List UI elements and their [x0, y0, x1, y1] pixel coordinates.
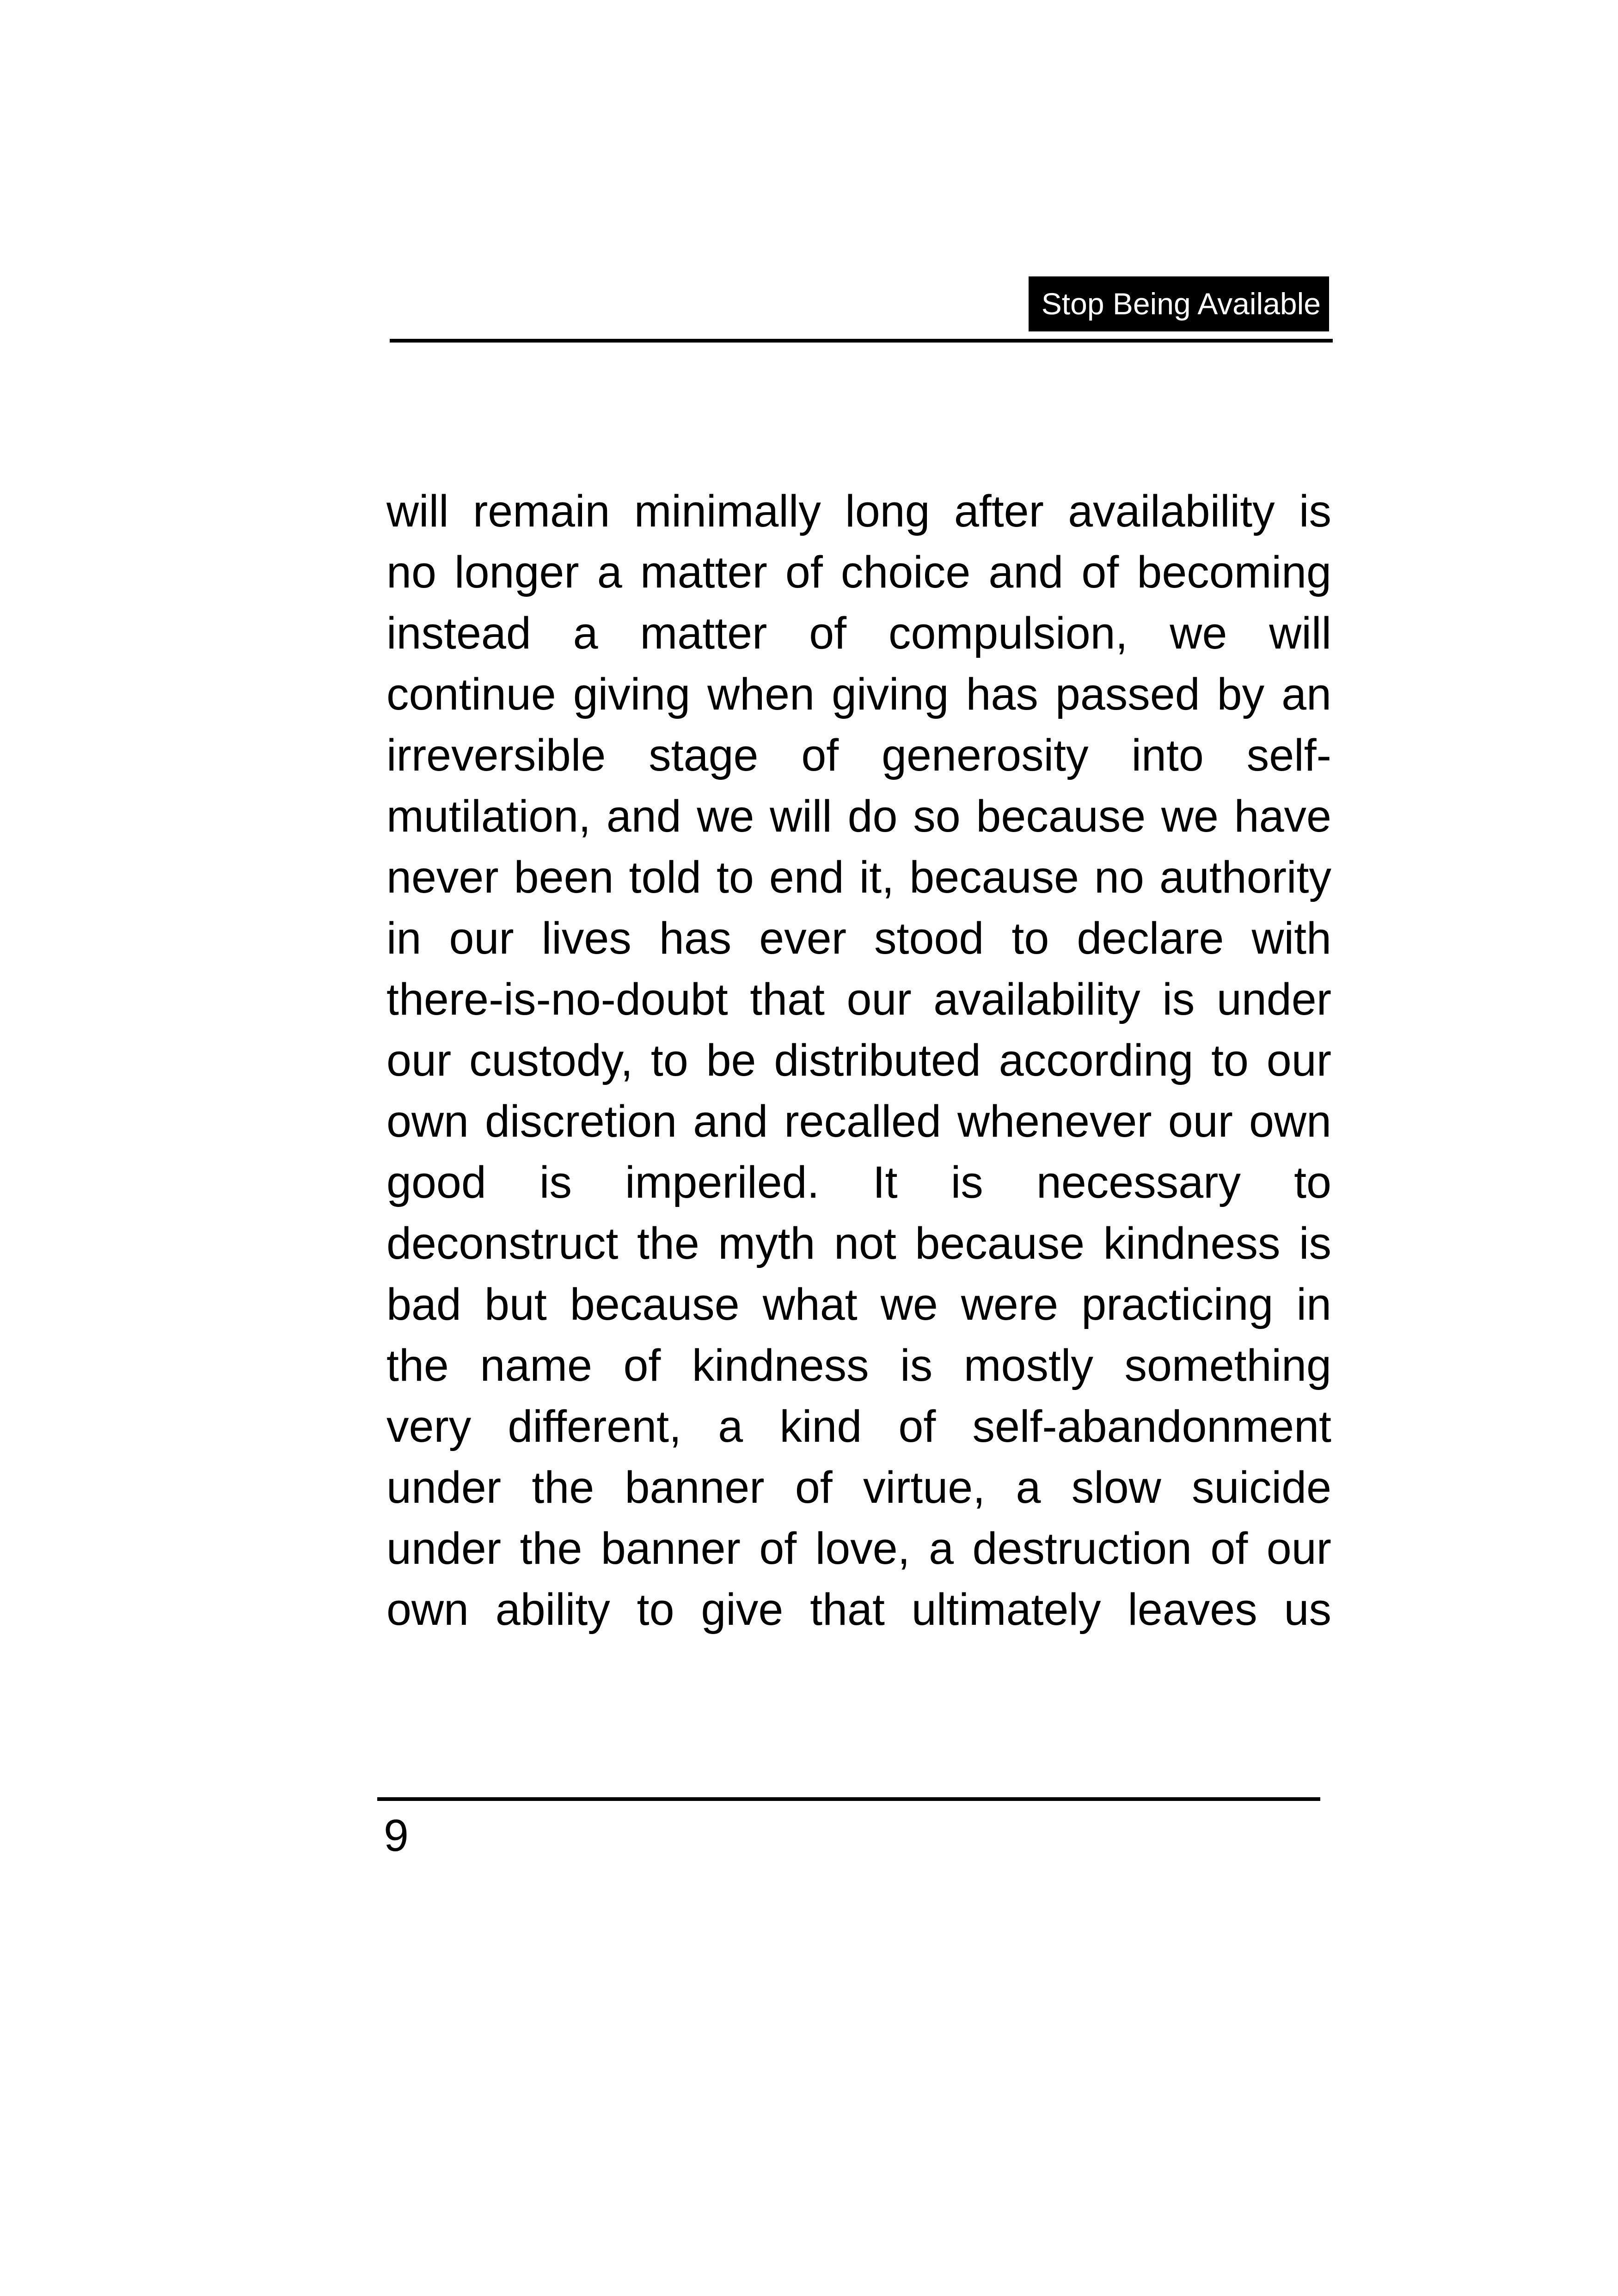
text-line: no longer a matter of choice and of becoming — [386, 547, 1331, 597]
text-line: instead a matter of compulsion, we will — [386, 608, 1331, 658]
text-line: under the banner of love, a destruction of our — [386, 1523, 1331, 1574]
text-line: own ability to give that ultimately leaves us — [386, 1584, 1331, 1635]
text-line: very different, a kind of self-abandonment — [386, 1401, 1331, 1451]
text-line: mutilation, and we will do so because we have — [386, 791, 1331, 841]
text-line: the name of kindness is mostly something — [386, 1340, 1331, 1390]
running-header-title: Stop Being Available — [1029, 276, 1329, 331]
header-rule — [390, 339, 1333, 343]
text-line: our custody, to be distributed according to our — [386, 1035, 1331, 1085]
text-line: bad but because what we were practicing in — [386, 1279, 1331, 1329]
text-line: in our lives has ever stood to declare with — [386, 913, 1331, 963]
text-line: own discretion and recalled whenever our own — [386, 1096, 1331, 1146]
text-line: irreversible stage of generosity into self- — [386, 730, 1331, 780]
page-number: 9 — [384, 1810, 409, 1861]
text-line: deconstruct the myth not because kindness is — [386, 1218, 1331, 1268]
body-paragraph — [386, 481, 1331, 1640]
footer-rule — [377, 1797, 1320, 1801]
text-line: there-is-no-doubt that our availability is under — [386, 974, 1331, 1024]
text-line: under the banner of virtue, a slow suicide — [386, 1462, 1331, 1512]
text-line: will remain minimally long after availability is — [386, 486, 1331, 536]
text-line: never been told to end it, because no authority — [386, 852, 1331, 902]
text-line: continue giving when giving has passed by an — [386, 669, 1331, 719]
text-line: good is imperiled. It is necessary to — [386, 1157, 1331, 1207]
